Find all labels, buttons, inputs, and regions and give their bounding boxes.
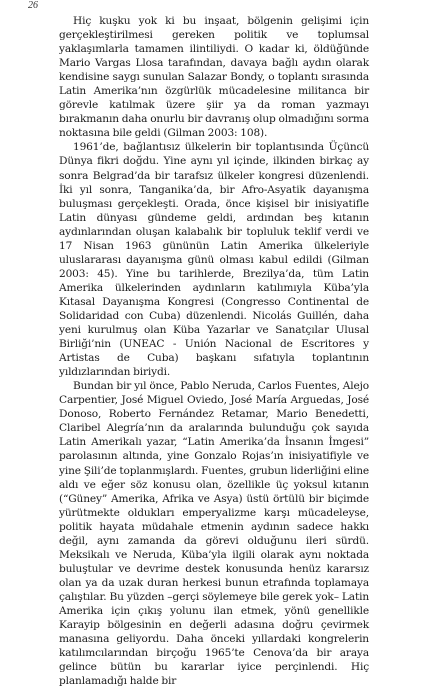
paragraph-2: 1961’de, bağlantısız ülkelerin bir toplantısında Üçüncü Dünya fikri doğdu. Yine aynı yıl içinde, ilkinden birkaç ay sonra Belgrad’da bir tarafsız ülkeler kongresi düzenlendi. İki yıl sonra, Tanganika’da, bir Afro-Asyatik dayanışma buluşması gerçekleşti. Orada, önce kişisel bir inisiyatifle Latin dünyası gündeme geldi, ardından beş kıtanın aydınlarından oluşan kalabalık bir topluluk teklif verdi ve 17 Nisan 1963 gününün Latin Amerika ülkeleriyle uluslararası dayanışma günü olması kabul edildi (Gilman 2003: 45). Yine bu tarihlerde, Brezilya’da, tüm Latin Amerika ülkelerinden aydınların katılımıyla Küba’yla Kıtasal Dayanışma Kongresi (Congresso Continental de Solidaridad con Cuba) düzenlendi. Nicolás Guillén, daha yeni kurulmuş olan Küba Yazarlar ve Sanatçılar Ulusal Birliği’nin (UNEAC - Unión Nacional de Escritores y Artistas de Cuba) başkanı sıfatıyla toplantının yıldızlarından biriydi. — [59, 141, 369, 379]
body-text — [59, 14, 369, 688]
page-number: 26 — [28, 0, 38, 11]
paragraph-3: Bundan bir yıl önce, Pablo Neruda, Carlos Fuentes, Alejo Carpentier, José Miguel Oviedo, José María Arguedas, José Donoso, Roberto Fernández Retamar, Mario Benedetti, Claribel Alegría’nın da aralarında bulunduğu çok sayıda Latin Amerikalı yazar, “Latin Amerika’da İnsanın İmgesi” parolasının altında, yine Gonzalo Rojas’ın inisiyatifiyle ve yine Şili’de toplanmışlardı. Fuentes, grubun liderliğini eline aldı ve eğer söz konusu olan, özellikle üç yoksul kıtanın (“Güney” Amerika, Afrika ve Asya) üstü örtülü bir biçimde yürütmekte oldukları emperyalizme karşı mücadeleyse, politik hayata müdahale etmenin aydının sadece hakkı değil, aynı zamanda da görevi olduğunu ileri sürdü. Meksikalı ve Neruda, Küba’yla ilgili olarak aynı noktada buluştular ve devrime destek konusunda henüz kararsız olan ya da uzak duran herkesi bunun etrafında toplamaya çalıştılar. Bu yüzden –gerçi söylemeye bile gerek yok– Latin Amerika için çıkış yolunu ilan etmek, yönü genellikle Karayip bölgesinin en değerli adasına doğru çevirmek manasına geliyordu. Daha önceki yıllardaki kongrelerin katılımcılarından birçoğu 1965’te Cenova’da bir araya gelince bütün bu kararlar iyice perçinlendi. Hiç planlamadığı halde bir — [59, 380, 369, 688]
paragraph-1: Hiç kuşku yok ki bu inşaat, bölgenin gelişimi için gerçekleştirilmesi gereken politik ve toplumsal yaklaşımlarla tamamen ilintiliydi. O kadar ki, öldüğünde Mario Vargas Llosa tarafından, davaya bağlı aydın olarak kendisine saygı sunulan Salazar Bondy, o toplantı sırasında Latin Amerika’nın özgürlük mücadelesine militanca bir görevle katılmak üzere şiir ya da roman yazmayı bırakmanın daha onurlu bir davranış olup olmadığını sorma noktasına bile geldi (Gilman 2003: 108). — [59, 15, 369, 140]
